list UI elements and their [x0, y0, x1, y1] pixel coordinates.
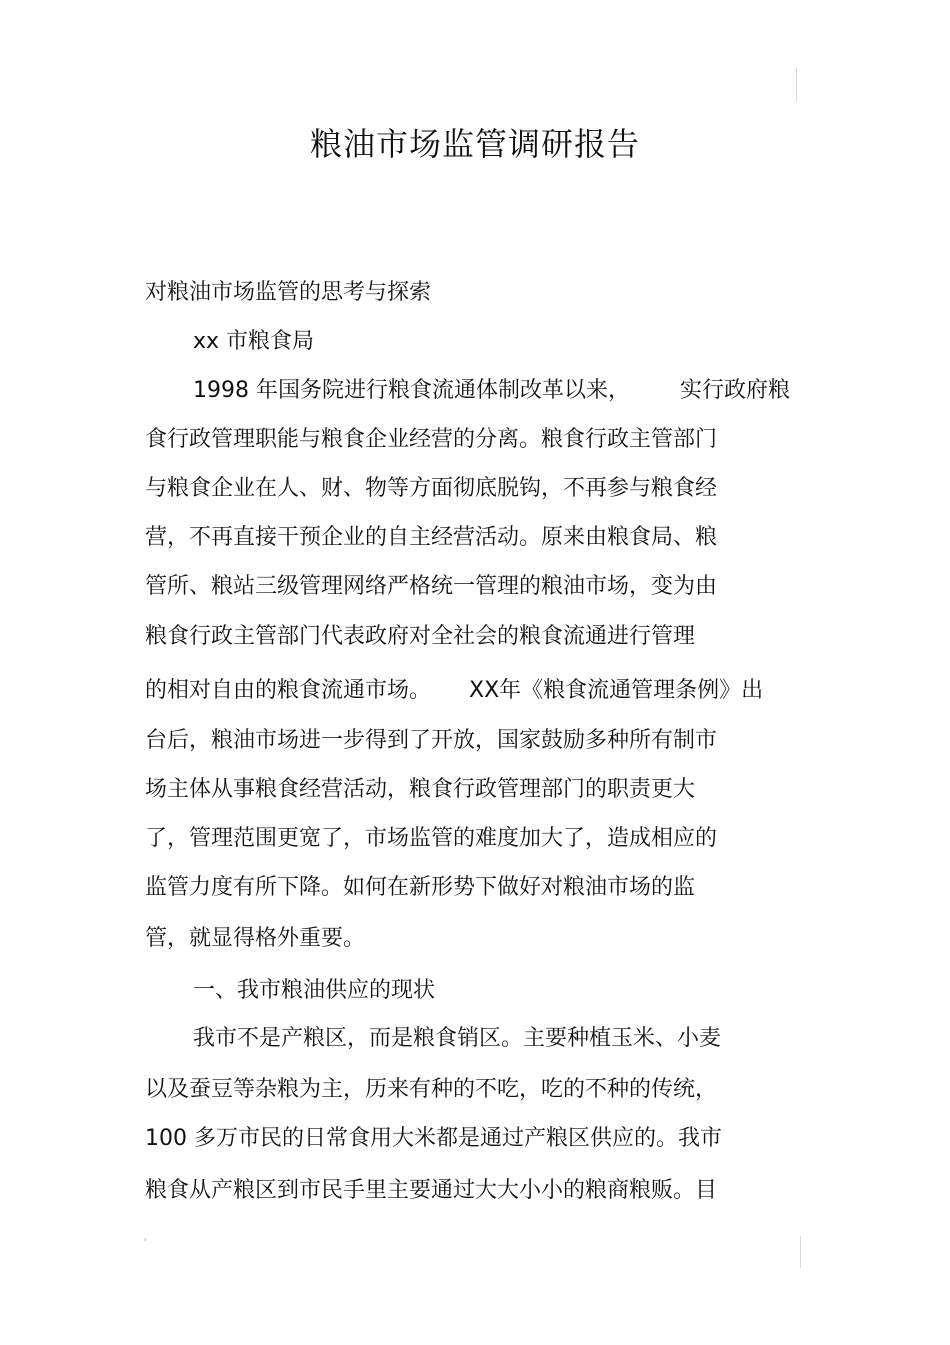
paragraph-line: 台后，粮油市场进一步得到了开放，国家鼓励多种所有制市: [145, 728, 718, 753]
paragraph-line: 营，不再直接干预企业的自主经营活动。原来由粮食局、粮: [145, 525, 718, 550]
paragraph-line: 食行政管理职能与粮食企业经营的分离。粮食行政主管部门: [145, 427, 718, 452]
paragraph-line: 1998 年国务院进行粮食流通体制改革以来，: [193, 378, 630, 403]
author-line: xx 市粮食局: [193, 329, 315, 354]
section-heading: 一、我市粮油供应的现状: [193, 978, 436, 1003]
paragraph-line: 场主体从事粮食经营活动，粮食行政管理部门的职责更大: [145, 777, 696, 802]
document-title: 粮油市场监管调研报告: [309, 125, 640, 163]
paragraph-line: 100 多万市民的日常食用大米都是通过产粮区供应的。我市: [145, 1126, 722, 1151]
paragraph-line: 实行政府粮: [680, 378, 791, 403]
paragraph-line: 粮食行政主管部门代表政府对全社会的粮食流通进行管理: [145, 624, 696, 649]
paragraph-line: 监管力度有所下降。如何在新形势下做好对粮油市场的监: [145, 875, 696, 900]
paragraph-line: 以及蚕豆等杂粮为主，历来有种的不吃，吃的不种的传统，: [145, 1077, 718, 1102]
paragraph-line: XX年《粮食流通管理条例》出: [469, 678, 764, 703]
paragraph-line: 管，就显得格外重要。: [145, 926, 366, 951]
paragraph-line: 了，管理范围更宽了，市场监管的难度加大了，造成相应的: [145, 826, 718, 851]
paragraph-line: 粮食从产粮区到市民手里主要通过大大小小的粮商粮贩。目: [145, 1178, 718, 1203]
page-corner-mark: [796, 68, 797, 102]
paragraph-line: 的相对自由的粮食流通市场。: [145, 678, 432, 703]
paragraph-line: 管所、粮站三级管理网络严格统一管理的粮油市场，变为由: [145, 574, 718, 599]
subtitle: 对粮油市场监管的思考与探索: [145, 280, 432, 305]
page-corner-mark: [144, 1238, 147, 1241]
paragraph-line: 与粮食企业在人、财、物等方面彻底脱钩，不再参与粮食经: [145, 476, 718, 501]
paragraph-line: 我市不是产粮区，而是粮食销区。主要种植玉米、小麦: [193, 1026, 722, 1051]
page-corner-mark: [800, 1236, 801, 1268]
